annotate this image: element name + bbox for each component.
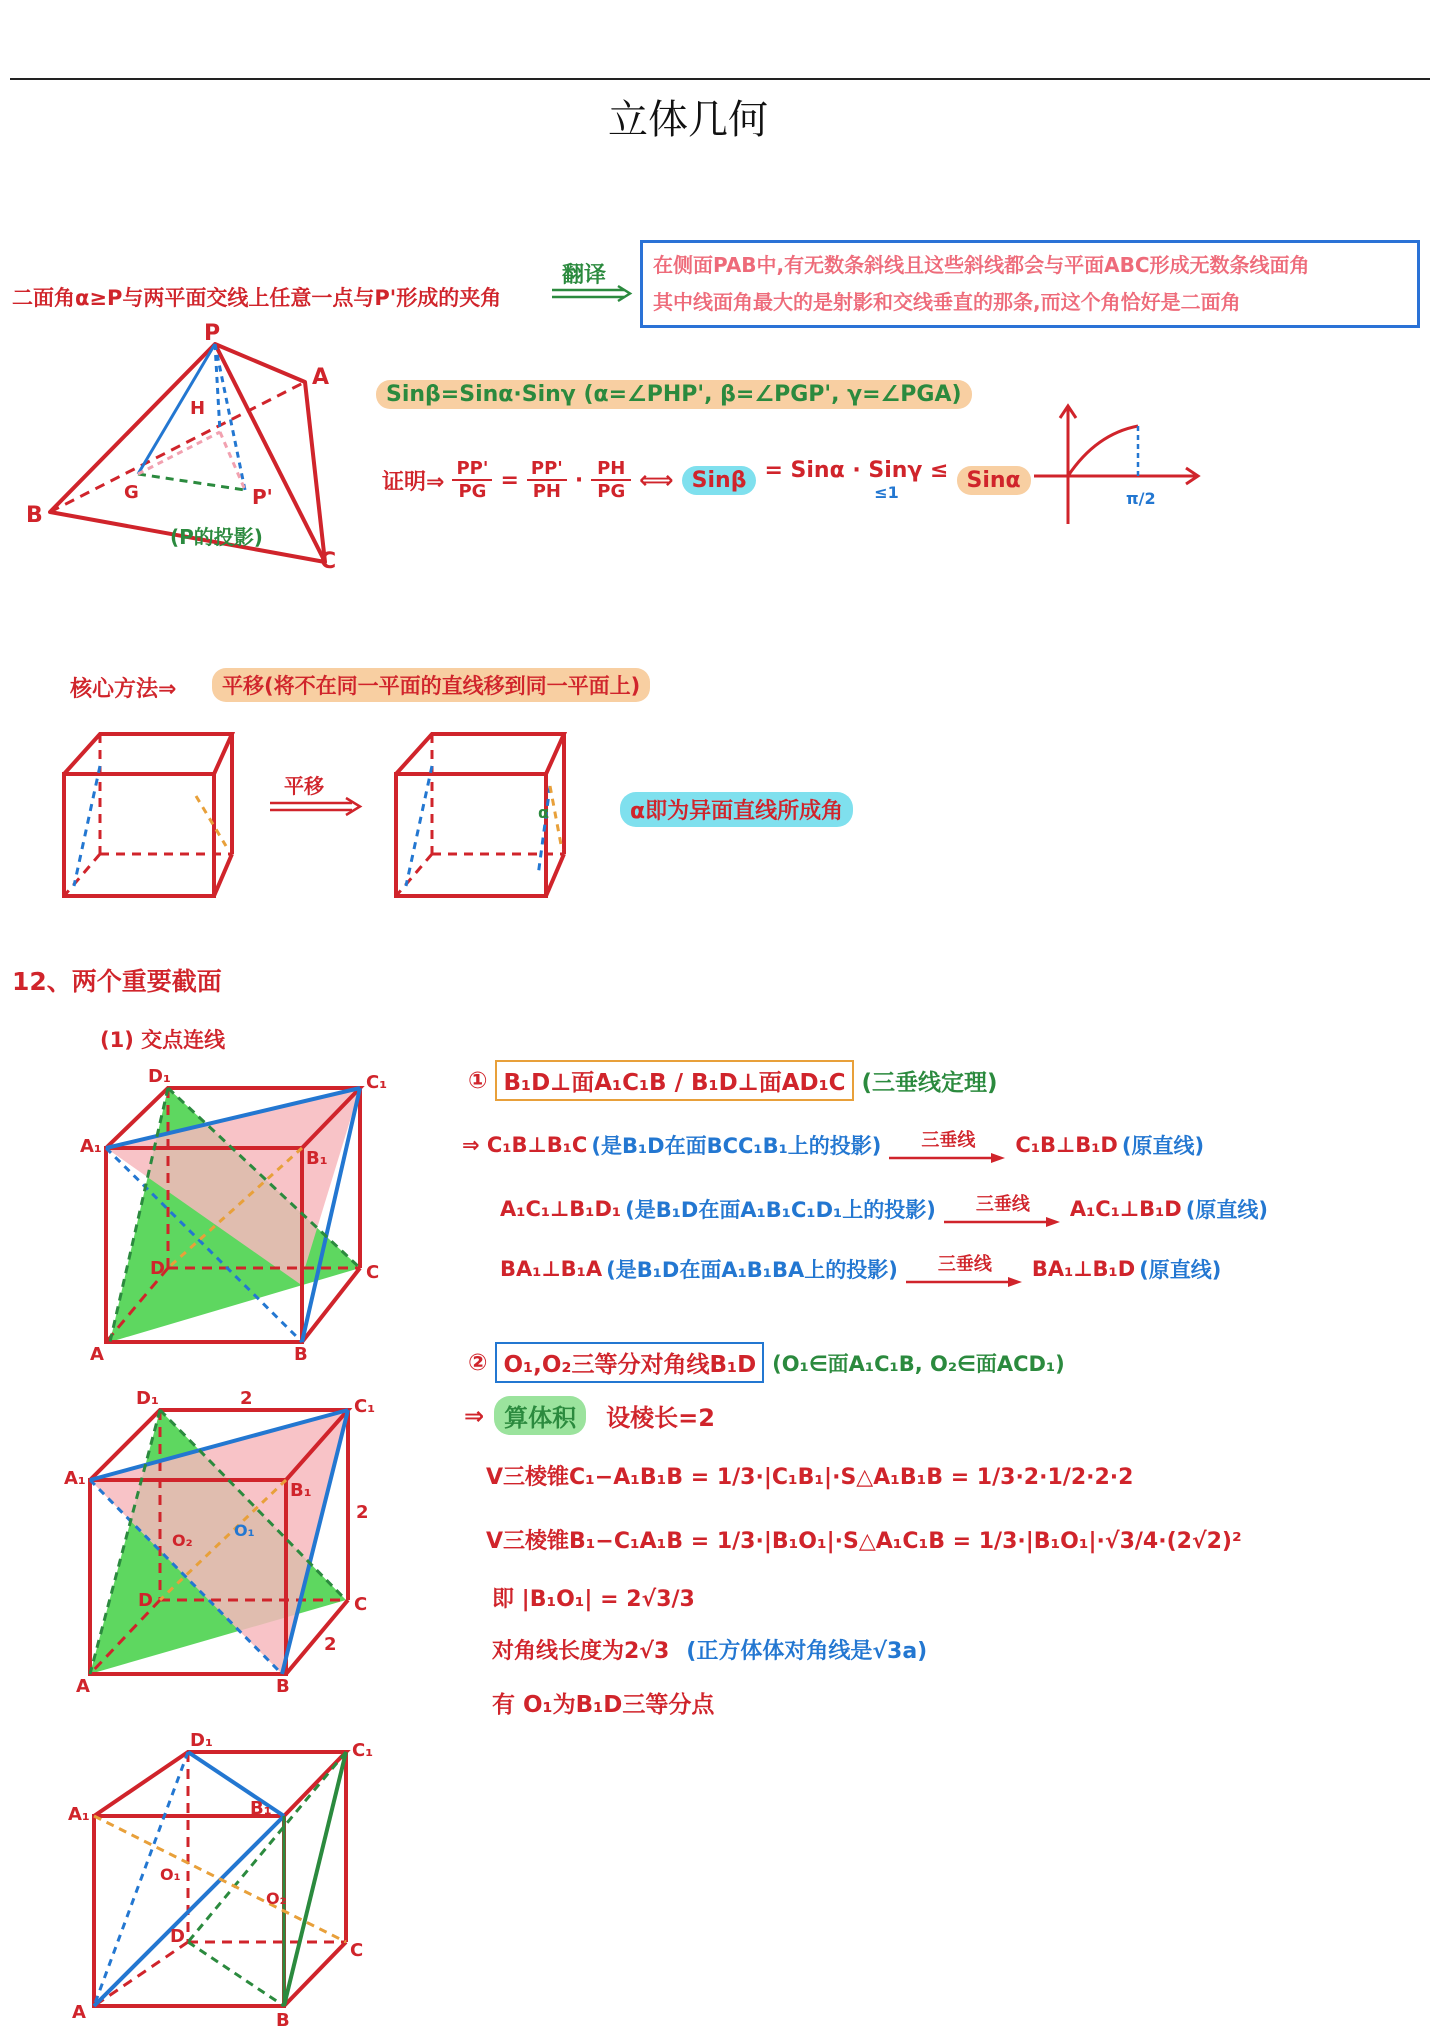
row-3-pre: BA₁⊥B₁A — [500, 1257, 603, 1281]
c1-label-d1: D₁ — [148, 1066, 171, 1087]
label-g: G — [124, 482, 139, 503]
iff-sign: ⟺ — [639, 466, 674, 494]
tetrahedron-figure — [20, 322, 360, 572]
volume-2: V三棱锥B₁−C₁A₁B = 1/3·|B₁O₁|·S△A₁C₁B = 1/3·|B₁O₁|·√3/4·(2√2)² — [486, 1529, 1242, 1554]
c2-label-d1: D₁ — [136, 1388, 159, 1409]
graph-pi2: π/2 — [1126, 489, 1156, 508]
label-pp: P' — [252, 485, 273, 509]
row-1-pre: ⇒ C₁B⊥B₁C — [462, 1133, 588, 1157]
c1-label-c: C — [366, 1262, 380, 1283]
stmt-1-tail: (三垂线定理) — [861, 1070, 998, 1096]
label-c: C — [320, 549, 337, 574]
translate-arrow — [552, 286, 632, 302]
frac3-den: PG — [597, 481, 626, 502]
alpha-mark: α — [538, 803, 549, 822]
proof-le1: ≤1 — [874, 483, 899, 502]
stmt-3-arrow: ⇒ — [464, 1401, 485, 1430]
c2-label-o1: O₁ — [234, 1521, 255, 1540]
note-line-1: 在侧面PAB中,有无数条斜线且这些斜线都会与平面ABC形成无数条线面角 — [653, 253, 1310, 277]
c1-label-a1: A₁ — [80, 1136, 102, 1157]
row-2-arrow — [944, 1190, 1062, 1228]
row-3-arrow — [906, 1250, 1024, 1288]
row-3-label: 三垂线 — [937, 1254, 992, 1275]
proof-mid-wrap — [764, 458, 948, 502]
translate-arrow-label: 平移 — [284, 774, 324, 798]
projection-label: (P的投影) — [170, 525, 263, 549]
row-3-tail: (原直线) — [1139, 1258, 1222, 1282]
frac2-num: PP' — [530, 458, 563, 479]
row-2 — [500, 1190, 1268, 1228]
cube-figure-2 — [64, 1388, 388, 1697]
c1-label-d: D — [150, 1258, 165, 1279]
stmt-1-box: B₁D⊥面A₁C₁B / B₁D⊥面AD₁C — [495, 1060, 853, 1101]
c2-label-bottom-2: 2 — [324, 1634, 337, 1655]
stmt-3-text: 设棱长=2 — [606, 1404, 715, 1432]
proof-frac-2 — [527, 458, 567, 502]
row-2-pre: A₁C₁⊥B₁D₁ — [500, 1197, 622, 1221]
section-heading: 12、两个重要截面 — [12, 967, 222, 996]
frac1-den: PG — [458, 481, 487, 502]
c2-label-right-2: 2 — [356, 1502, 369, 1523]
c3-label-o2: O₂ — [266, 1889, 287, 1908]
subsection-1: (1) 交点连线 — [100, 1028, 226, 1052]
top-rule — [10, 78, 1430, 80]
label-h: H — [190, 398, 206, 419]
row-3 — [500, 1250, 1221, 1288]
row-1-tail: (原直线) — [1121, 1134, 1205, 1158]
c2-label-a1: A₁ — [64, 1468, 86, 1489]
c1-label-b: B — [294, 1344, 308, 1365]
row-1 — [462, 1126, 1204, 1164]
c3-label-c: C — [350, 1940, 364, 1961]
row-1-res: C₁B⊥B₁D — [1015, 1133, 1118, 1157]
stmt-3 — [464, 1396, 715, 1435]
c2-label-b: B — [276, 1676, 290, 1697]
c2-label-d: D — [138, 1590, 153, 1611]
row-2-label: 三垂线 — [975, 1194, 1030, 1215]
row-1-arrow — [889, 1126, 1007, 1164]
cube-left — [56, 726, 246, 906]
proof-mid: = Sinα · Sinγ ≤ — [764, 458, 949, 483]
frac2-den: PH — [532, 481, 561, 502]
sine-graph — [1026, 400, 1206, 530]
proof-label: 证明⇒ — [382, 469, 445, 495]
c1-label-a: A — [90, 1344, 104, 1365]
page-title: 立体几何 — [608, 97, 768, 143]
c2-label-o2: O₂ — [172, 1531, 193, 1550]
line-gp — [138, 474, 245, 490]
frac1-num: PP' — [456, 458, 489, 479]
stmt-2-box: O₁,O₂三等分对角线B₁D — [495, 1342, 764, 1383]
line-hp — [220, 432, 245, 490]
c2-label-c: C — [354, 1594, 368, 1615]
eq-sign: = — [500, 467, 519, 493]
proof-sinb: Sinβ — [682, 466, 757, 495]
dihedral-definition: 二面角α≥P与两平面交线上任意一点与P'形成的夹角 — [12, 286, 502, 310]
row-3-res: BA₁⊥B₁D — [1031, 1257, 1136, 1281]
c3-label-b: B — [276, 2010, 290, 2031]
proof-frac-3 — [591, 458, 631, 502]
core-prefix: 核心方法⇒ — [70, 677, 177, 702]
c3-label-c1: C₁ — [352, 1740, 374, 1761]
c3-label-a1: A₁ — [68, 1804, 90, 1825]
cube-figure-1 — [80, 1060, 406, 1365]
row-1-mid: (是B₁D在面BCC₁B₁上的投影) — [591, 1134, 882, 1158]
c3-label-d1: D₁ — [190, 1730, 213, 1751]
c2-label-b1: B₁ — [290, 1480, 312, 1501]
stmt-2 — [468, 1342, 1065, 1383]
stmt-3-hl: 算体积 — [494, 1396, 586, 1435]
core-result: α即为异面直线所成角 — [620, 792, 853, 827]
sin-formula: Sinβ=Sinα·Sinγ (α=∠PHP', β=∠PGP', γ=∠PGA) — [376, 380, 972, 409]
cube-figure-3 — [70, 1730, 380, 2030]
row-2-tail: (原直线) — [1185, 1198, 1268, 1222]
row-3-mid: (是B₁D在面A₁B₁BA上的投影) — [606, 1258, 898, 1282]
volume-1: V三棱锥C₁−A₁B₁B = 1/3·|C₁B₁|·S△A₁B₁B = 1/3·2·1/2·2·2 — [486, 1465, 1134, 1490]
stmt-1-num: ① — [468, 1067, 488, 1094]
note-box — [640, 240, 1420, 328]
graph-curve — [1068, 426, 1138, 476]
row-2-mid: (是B₁D在面A₁B₁C₁D₁上的投影) — [625, 1198, 936, 1222]
stmt-2-num: ② — [468, 1349, 488, 1376]
translate-label: 翻译 — [562, 263, 607, 288]
row-2-res: A₁C₁⊥B₁D — [1069, 1197, 1182, 1221]
translate-arrow-2 — [270, 798, 362, 816]
frac3-num: PH — [597, 458, 626, 479]
label-b: B — [26, 503, 43, 528]
c1-label-b1: B₁ — [306, 1148, 328, 1169]
core-method: 平移(将不在同一平面的直线移到同一平面上) — [212, 668, 650, 702]
note-line-2: 其中线面角最大的是射影和交线垂直的那条,而这个角恰好是二面角 — [653, 290, 1241, 314]
proof-row — [382, 440, 1031, 520]
c3-label-a: A — [72, 2002, 86, 2023]
c3-label-d: D — [170, 1926, 185, 1947]
volume-4 — [492, 1634, 927, 1665]
c1-label-c1: C₁ — [366, 1072, 388, 1093]
c2-label-top-2: 2 — [240, 1388, 253, 1409]
volume-4-blue: (正方体体对角线是√3a) — [686, 1639, 928, 1664]
row-1-label: 三垂线 — [921, 1130, 976, 1151]
label-p: P — [204, 321, 221, 346]
stmt-1 — [468, 1060, 998, 1101]
stmt-2-tail: (O₁∈面A₁C₁B, O₂∈面ACD₁) — [772, 1351, 1065, 1376]
cube-right — [388, 726, 578, 906]
volume-5: 有 O₁为B₁D三等分点 — [492, 1692, 715, 1718]
c2-label-a: A — [76, 1676, 90, 1697]
c3-label-o1: O₁ — [160, 1865, 181, 1884]
c2-label-c1: C₁ — [354, 1396, 376, 1417]
c3-label-b1: B₁ — [250, 1798, 272, 1819]
dot-sign: · — [574, 467, 584, 493]
volume-3: 即 |B₁O₁| = 2√3/3 — [492, 1587, 695, 1612]
label-a: A — [312, 365, 330, 390]
line-pp — [215, 344, 245, 490]
volume-4-red: 对角线长度为2√3 — [492, 1639, 670, 1664]
proof-sina: Sinα — [957, 466, 1031, 495]
proof-frac-1 — [452, 458, 492, 502]
